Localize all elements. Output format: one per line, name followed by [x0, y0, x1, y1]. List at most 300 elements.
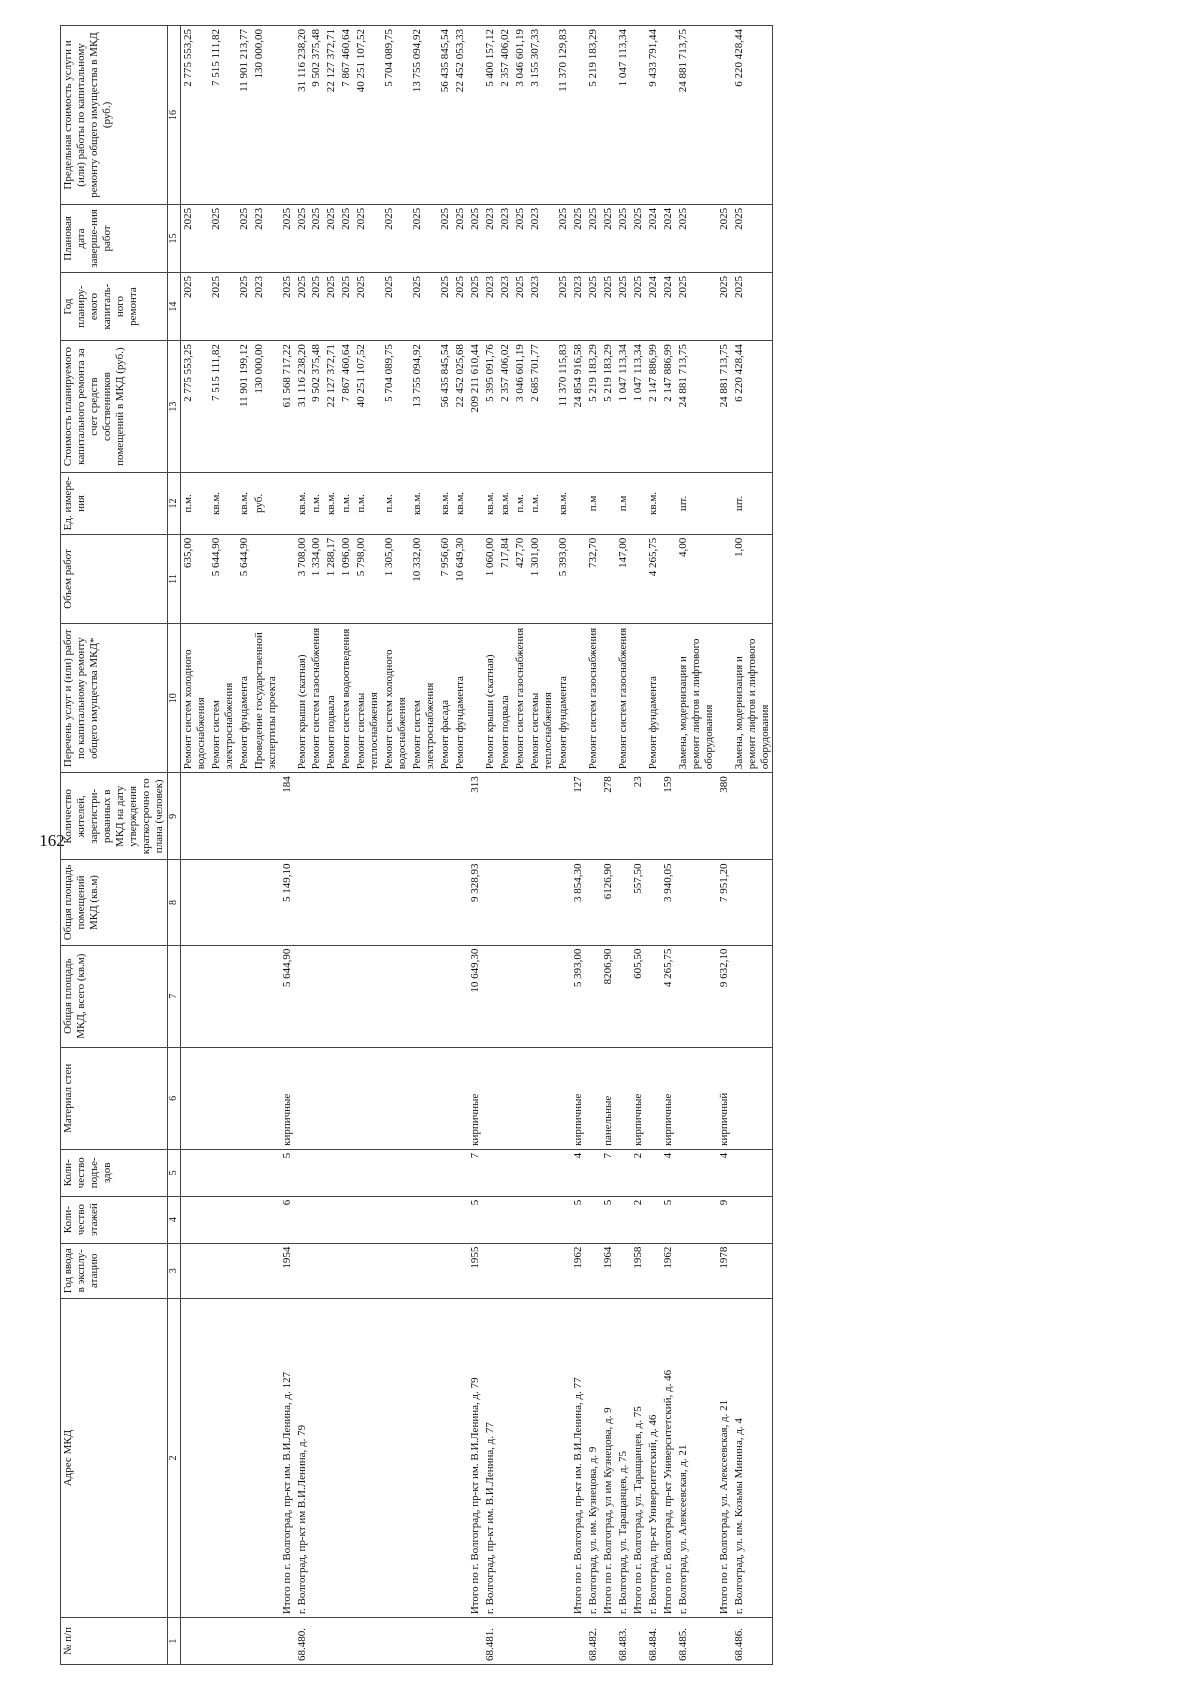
table-cell — [354, 860, 382, 945]
table-cell: 2025 — [556, 273, 571, 341]
table-cell: кирпичные — [571, 1047, 586, 1149]
table-cell: кв.м. — [483, 473, 498, 535]
table-cell: 2025 — [676, 204, 717, 272]
table-cell: 3 708,00 — [295, 534, 310, 623]
table-cell — [601, 473, 616, 535]
table-cell — [453, 773, 468, 860]
table-cell — [571, 534, 586, 623]
table-cell — [631, 473, 646, 535]
column-header: Коли-чество подъе-здов — [61, 1149, 168, 1196]
table-cell — [676, 773, 717, 860]
table-cell — [661, 624, 676, 773]
table-cell: 1958 — [631, 1243, 646, 1298]
table-cell: 1 047 113,34 — [631, 341, 646, 473]
table-cell — [631, 1618, 646, 1665]
table-cell — [180, 1618, 208, 1665]
table-cell: 9 433 791,44 — [646, 26, 661, 205]
table-cell: 2025 — [339, 204, 354, 272]
table-cell: 10 649,30 — [453, 534, 468, 623]
table-cell — [354, 945, 382, 1047]
table-cell — [382, 1047, 410, 1149]
table-cell — [513, 1149, 528, 1196]
table-cell — [468, 534, 483, 623]
table-cell: Итого по г. Волгоград, пр-кт Университетский, д. 46 — [661, 1298, 676, 1617]
column-number: 14 — [167, 273, 180, 341]
table-cell — [586, 1149, 601, 1196]
table-cell: 3 854,30 — [571, 860, 586, 945]
table-cell — [528, 1196, 556, 1243]
table-cell — [237, 1149, 252, 1196]
table-cell — [528, 1243, 556, 1298]
table-cell: 2025 — [237, 204, 252, 272]
table-cell — [410, 1047, 438, 1149]
table-cell — [382, 1149, 410, 1196]
table-cell: 68.483. — [616, 1618, 631, 1665]
table-cell: п.м — [616, 473, 631, 535]
table-cell — [237, 945, 252, 1047]
table-cell: Итого по г. Волгоград, ул. Алексеевская, д. 21 — [717, 1298, 732, 1617]
table-cell: 159 — [661, 773, 676, 860]
total-row — [468, 26, 483, 1665]
table-cell: 4 265,75 — [646, 534, 661, 623]
table-cell — [528, 1047, 556, 1149]
total-row — [631, 26, 646, 1665]
table-cell — [382, 1196, 410, 1243]
table-cell: 5 400 157,12 — [483, 26, 498, 205]
table-cell — [513, 1243, 528, 1298]
column-number: 4 — [167, 1196, 180, 1243]
table-cell: 68.480. — [295, 1618, 310, 1665]
table-cell: 2025 — [280, 273, 295, 341]
table-cell: 2023 — [498, 204, 513, 272]
table-cell: 2025 — [453, 204, 468, 272]
table-cell: 2025 — [513, 273, 528, 341]
column-header: Ед. измере-ния — [61, 473, 168, 535]
table-cell — [382, 945, 410, 1047]
work-row — [180, 26, 208, 1665]
table-cell: 3 046 601,19 — [513, 26, 528, 205]
work-row — [237, 26, 252, 1665]
table-cell — [717, 26, 732, 205]
table-cell: 5 — [571, 1196, 586, 1243]
table-cell: 4 — [717, 1149, 732, 1196]
table-cell: Итого по г. Волгоград, пр-кт им. В.И.Ленина, д. 77 — [571, 1298, 586, 1617]
table-cell: г. Волгоград, пр-кт Университетский, д. 46 — [646, 1298, 661, 1617]
table-cell — [646, 945, 661, 1047]
work-row — [209, 26, 237, 1665]
table-cell: 2025 — [468, 273, 483, 341]
table-cell — [382, 860, 410, 945]
table-cell — [339, 773, 354, 860]
total-row — [571, 26, 586, 1665]
table-cell: 2025 — [309, 204, 324, 272]
table-cell: 4 — [571, 1149, 586, 1196]
table-cell — [438, 1149, 453, 1196]
table-cell — [295, 1243, 310, 1298]
table-cell: п.м. — [339, 473, 354, 535]
table-cell: 2025 — [616, 204, 631, 272]
table-cell — [676, 860, 717, 945]
table-cell: 605,50 — [631, 945, 646, 1047]
table-cell — [438, 1243, 453, 1298]
table-cell: кв.м. — [209, 473, 237, 535]
table-cell — [468, 1618, 483, 1665]
table-cell: Ремонт фундамента — [237, 624, 252, 773]
table-cell: 1962 — [661, 1243, 676, 1298]
table-cell: 2025 — [717, 273, 732, 341]
table-cell — [237, 1618, 252, 1665]
table-cell: 10 649,30 — [468, 945, 483, 1047]
table-cell: 5 644,90 — [280, 945, 295, 1047]
table-cell — [410, 1618, 438, 1665]
table-cell — [295, 945, 310, 1047]
table-cell — [586, 1243, 601, 1298]
column-header: Стоимость планируемого капитального ремонта за счет средств собственников помещений в МКД (руб.) — [61, 341, 168, 473]
table-cell — [646, 1047, 661, 1149]
table-cell — [513, 773, 528, 860]
table-cell — [498, 1243, 513, 1298]
table-cell: 2025 — [180, 204, 208, 272]
column-number: 6 — [167, 1047, 180, 1149]
table-cell: 2 147 886,99 — [661, 341, 676, 473]
table-cell — [180, 1196, 208, 1243]
table-cell: 1,00 — [732, 534, 773, 623]
table-cell: Ремонт систем газоснабжения — [513, 624, 528, 773]
table-cell: 2024 — [661, 273, 676, 341]
table-cell — [498, 1047, 513, 1149]
table-cell — [354, 1047, 382, 1149]
table-cell — [586, 773, 601, 860]
table-cell: кв.м. — [237, 473, 252, 535]
table-cell: 6 220 428,44 — [732, 341, 773, 473]
table-cell — [339, 1618, 354, 1665]
table-cell — [252, 1298, 280, 1617]
table-cell: 2023 — [483, 273, 498, 341]
table-cell — [483, 1243, 498, 1298]
table-cell: п.м. — [180, 473, 208, 535]
table-cell: 2025 — [676, 273, 717, 341]
table-cell — [309, 1618, 324, 1665]
table-cell — [438, 1298, 453, 1617]
table-cell: 5 149,10 — [280, 860, 295, 945]
table-cell — [556, 860, 571, 945]
table-cell: 22 127 372,71 — [324, 26, 339, 205]
table-cell — [309, 945, 324, 1047]
table-cell: 2025 — [382, 273, 410, 341]
table-cell: 5 — [661, 1196, 676, 1243]
table-cell — [453, 1149, 468, 1196]
table-cell: кирпичные — [468, 1047, 483, 1149]
column-header: Год ввода в эксплу-атацию — [61, 1243, 168, 1298]
table-cell: 11 901 199,12 — [237, 341, 252, 473]
table-cell: 2023 — [571, 273, 586, 341]
table-cell — [528, 1298, 556, 1617]
table-cell — [382, 1618, 410, 1665]
table-cell — [646, 860, 661, 945]
table-cell — [382, 773, 410, 860]
column-number: 10 — [167, 624, 180, 773]
table-cell: 1 334,00 — [309, 534, 324, 623]
column-number: 3 — [167, 1243, 180, 1298]
table-cell: 635,00 — [180, 534, 208, 623]
table-body — [180, 26, 773, 1665]
table-cell — [309, 1298, 324, 1617]
table-cell: 68.484. — [646, 1618, 661, 1665]
table-cell — [717, 1618, 732, 1665]
table-cell — [382, 1243, 410, 1298]
table-cell: 3 155 307,33 — [528, 26, 556, 205]
table-cell: 2025 — [601, 273, 616, 341]
table-cell — [252, 1243, 280, 1298]
table-cell — [438, 1047, 453, 1149]
table-cell: 1978 — [717, 1243, 732, 1298]
table-cell — [209, 1047, 237, 1149]
table-cell: Ремонт систем газоснабжения — [616, 624, 631, 773]
total-row — [601, 26, 616, 1665]
table-cell: 6 — [280, 1196, 295, 1243]
table-cell — [556, 1298, 571, 1617]
table-cell — [453, 945, 468, 1047]
table-cell: 5 393,00 — [571, 945, 586, 1047]
column-header: Количество жителей, зарегистри-рованных в МКД на дату утверждения краткосрочно го плана (человек) — [61, 773, 168, 860]
table-cell: п.м. — [354, 473, 382, 535]
table-cell — [732, 1149, 773, 1196]
table-cell: 5 644,90 — [237, 534, 252, 623]
table-cell — [354, 1243, 382, 1298]
table-cell: 23 — [631, 773, 646, 860]
table-cell — [252, 1196, 280, 1243]
column-number: 5 — [167, 1149, 180, 1196]
table-cell: 2025 — [631, 204, 646, 272]
table-cell: 732,70 — [586, 534, 601, 623]
table-cell: п.м. — [528, 473, 556, 535]
table-cell: 2024 — [661, 204, 676, 272]
table-cell: Ремонт крыши (скатная) — [483, 624, 498, 773]
table-cell: 184 — [280, 773, 295, 860]
table-cell — [586, 945, 601, 1047]
table-cell — [410, 945, 438, 1047]
table-cell: 22 452 053,33 — [453, 26, 468, 205]
table-cell — [324, 860, 339, 945]
table-cell — [237, 1196, 252, 1243]
table-cell — [324, 1196, 339, 1243]
table-cell — [556, 773, 571, 860]
table-cell — [732, 1243, 773, 1298]
table-cell — [237, 773, 252, 860]
table-cell: 10 332,00 — [410, 534, 438, 623]
table-cell: 5 219 183,29 — [586, 341, 601, 473]
table-cell: 2025 — [295, 204, 310, 272]
table-cell — [586, 1047, 601, 1149]
work-row — [354, 26, 382, 1665]
column-number: 8 — [167, 860, 180, 945]
column-header: Предельная стоимость услуги и (или) работы по капитальному ремонту общего имущества в МКД (руб.) — [61, 26, 168, 205]
table-cell — [339, 1298, 354, 1617]
table-cell — [280, 624, 295, 773]
table-cell — [237, 1047, 252, 1149]
table-cell: 7 951,20 — [717, 860, 732, 945]
table-cell — [410, 1243, 438, 1298]
table-cell: кирпичные — [280, 1047, 295, 1149]
table-cell — [453, 1618, 468, 1665]
column-header: Объем работ — [61, 534, 168, 623]
work-row — [498, 26, 513, 1665]
table-header — [61, 26, 181, 1665]
table-cell — [498, 1196, 513, 1243]
table-cell: 2025 — [732, 273, 773, 341]
table-cell — [209, 1196, 237, 1243]
table-cell — [616, 1047, 631, 1149]
table-cell — [453, 1047, 468, 1149]
table-cell: кв.м. — [324, 473, 339, 535]
table-cell: Ремонт системы теплоснабжения — [528, 624, 556, 773]
address-row — [483, 26, 498, 1665]
table-cell: 11 370 115,83 — [556, 341, 571, 473]
table-cell: Ремонт крыши (скатная) — [295, 624, 310, 773]
table-cell — [295, 860, 310, 945]
table-cell: 1 047 113,34 — [616, 26, 631, 205]
table-cell — [631, 624, 646, 773]
table-cell: Ремонт системы теплоснабжения — [354, 624, 382, 773]
table-cell: 2023 — [483, 204, 498, 272]
work-row — [513, 26, 528, 1665]
table-cell — [438, 945, 453, 1047]
table-cell: 380 — [717, 773, 732, 860]
table-cell: 557,50 — [631, 860, 646, 945]
column-header: Перечень услуг и (или) работ по капитальному ремонту общего имущества МКД* — [61, 624, 168, 773]
table-cell — [382, 1298, 410, 1617]
table-cell — [252, 534, 280, 623]
table-cell: 2025 — [209, 204, 237, 272]
table-cell: Итого по г. Волгоград, пр-кт им. В.И.Ленина, д. 127 — [280, 1298, 295, 1617]
table-cell: 9 502 375,48 — [309, 26, 324, 205]
table-cell — [410, 1149, 438, 1196]
table-cell: 2 357 406,02 — [498, 341, 513, 473]
table-cell: 2025 — [410, 204, 438, 272]
table-cell: 24 854 916,58 — [571, 341, 586, 473]
table-cell — [528, 860, 556, 945]
table-cell: кв.м. — [453, 473, 468, 535]
table-cell — [209, 773, 237, 860]
table-cell — [661, 534, 676, 623]
table-cell: 22 452 025,68 — [453, 341, 468, 473]
table-cell: кв.м. — [295, 473, 310, 535]
table-cell — [483, 1047, 498, 1149]
table-cell: 1964 — [601, 1243, 616, 1298]
table-cell: 2025 — [354, 204, 382, 272]
table-cell: 1 301,00 — [528, 534, 556, 623]
table-cell — [324, 1618, 339, 1665]
table-cell: 2025 — [571, 204, 586, 272]
table-cell — [556, 945, 571, 1047]
table-cell — [438, 1196, 453, 1243]
table-cell — [676, 1047, 717, 1149]
table-cell: 2025 — [438, 204, 453, 272]
table-cell — [616, 1196, 631, 1243]
table-cell: 1 047 113,34 — [616, 341, 631, 473]
table-cell: 4 — [661, 1149, 676, 1196]
address-row — [586, 26, 601, 1665]
table-cell — [646, 1196, 661, 1243]
table-cell — [631, 534, 646, 623]
table-cell: 2025 — [513, 204, 528, 272]
table-cell — [571, 473, 586, 535]
table-cell — [453, 1298, 468, 1617]
table-cell: 3 046 601,19 — [513, 341, 528, 473]
table-cell — [498, 1149, 513, 1196]
table-cell: 9 — [717, 1196, 732, 1243]
table-cell: 24 881 713,75 — [676, 341, 717, 473]
table-cell — [483, 945, 498, 1047]
header-row — [61, 26, 168, 1665]
table-cell: 2025 — [180, 273, 208, 341]
table-cell: Итого по г. Волгоград, ул им Кузнецова, д. 9 — [601, 1298, 616, 1617]
table-cell: 2025 — [616, 273, 631, 341]
table-cell: 5 — [601, 1196, 616, 1243]
total-row — [280, 26, 295, 1665]
column-header: Адрес МКД — [61, 1298, 168, 1617]
table-cell — [309, 1047, 324, 1149]
table-cell: 2024 — [646, 273, 661, 341]
table-cell: 13 755 094,92 — [410, 341, 438, 473]
column-header: Общая площадь МКД, всего (кв.м) — [61, 945, 168, 1047]
table-cell: 6 220 428,44 — [732, 26, 773, 205]
table-cell: 2025 — [631, 273, 646, 341]
table-cell: 2 685 701,77 — [528, 341, 556, 473]
table-cell — [601, 26, 616, 205]
table-cell — [732, 860, 773, 945]
table-cell: Ремонт систем электроснабжения — [410, 624, 438, 773]
table-cell: 5 704 089,75 — [382, 26, 410, 205]
table-cell: 209 211 610,44 — [468, 341, 483, 473]
table-cell: 2 775 553,25 — [180, 26, 208, 205]
table-cell: г. Волгоград, ул. Таращанцев, д. 75 — [616, 1298, 631, 1617]
table-cell: 2023 — [528, 273, 556, 341]
table-cell: г. Волгоград, пр-кт им В.И.Ленина, д. 79 — [295, 1298, 310, 1617]
table-cell — [252, 945, 280, 1047]
column-header: № п/п — [61, 1618, 168, 1665]
table-cell — [309, 1196, 324, 1243]
table-cell: 9 632,10 — [717, 945, 732, 1047]
table-cell — [571, 624, 586, 773]
table-cell — [513, 945, 528, 1047]
table-cell: 56 435 845,54 — [438, 341, 453, 473]
table-cell — [513, 860, 528, 945]
table-cell — [280, 26, 295, 205]
table-cell — [438, 773, 453, 860]
table-cell — [717, 624, 732, 773]
table-cell — [468, 624, 483, 773]
address-row — [676, 26, 717, 1665]
table-cell — [483, 860, 498, 945]
table-cell — [616, 945, 631, 1047]
table-cell: 2025 — [717, 204, 732, 272]
table-cell — [237, 1243, 252, 1298]
table-cell — [252, 860, 280, 945]
table-cell: 5 393,00 — [556, 534, 571, 623]
total-row — [661, 26, 676, 1665]
repair-plan-table — [60, 25, 773, 1665]
table-cell: 717,84 — [498, 534, 513, 623]
table-cell: кирпичные — [661, 1047, 676, 1149]
table-cell — [513, 1196, 528, 1243]
table-cell: Ремонт систем холодного водоснабжения — [382, 624, 410, 773]
table-cell: 2025 — [295, 273, 310, 341]
table-cell: Ремонт фундамента — [646, 624, 661, 773]
table-cell — [237, 860, 252, 945]
table-cell: п.м — [586, 473, 601, 535]
table-cell: 1 305,00 — [382, 534, 410, 623]
